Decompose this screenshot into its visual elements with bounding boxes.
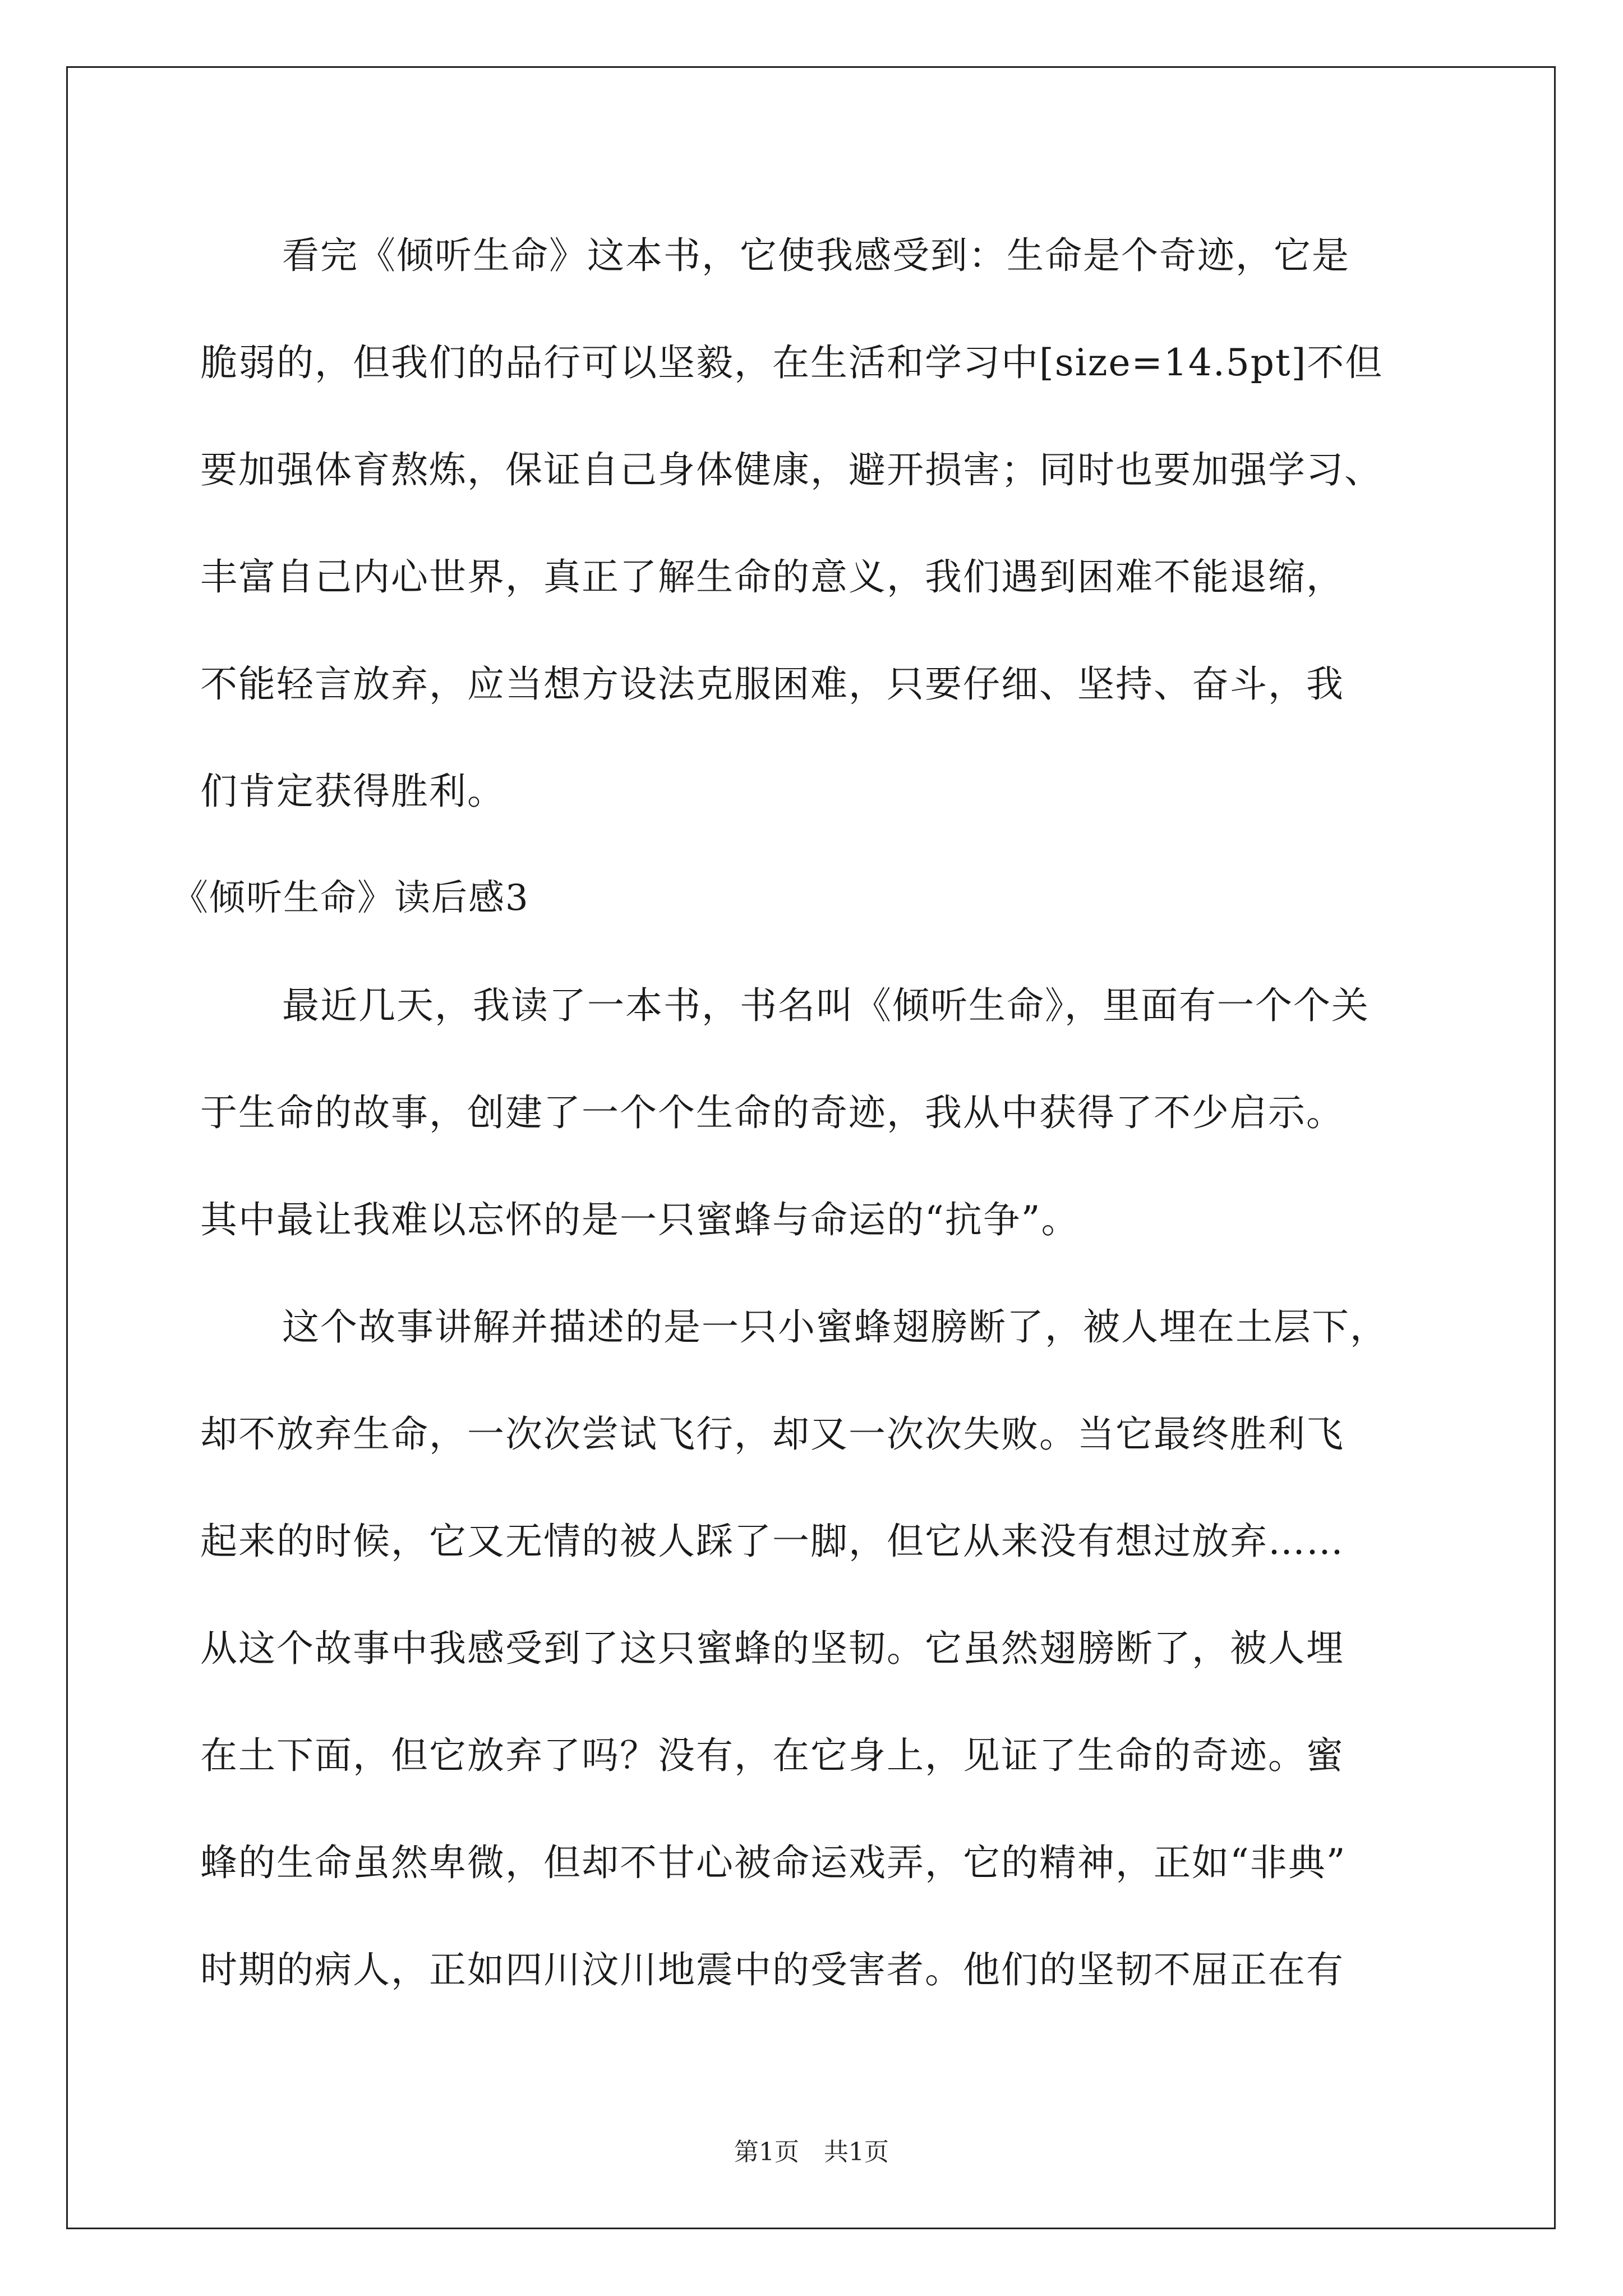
text-line: 在土下面，但它放弃了吗？没有，在它身上，见证了生命的奇迹。蜜 [200,1734,1344,1777]
text-line: 不能轻言放弃，应当想方设法克服困难，只要仔细、坚持、奋斗，我 [200,662,1344,706]
text-line: 却不放弃生命，一次次尝试飞行，却又一次次失败。当它最终胜利飞 [200,1412,1344,1456]
text-line: 时期的病人，正如四川汶川地震中的受害者。他们的坚韧不屈正在有 [200,1948,1344,1991]
text-line: 脆弱的，但我们的品行可以坚毅，在生活和学习中[size=14.5pt]不但 [200,341,1384,384]
text-line: 从这个故事中我感受到了这只蜜蜂的坚韧。它虽然翅膀断了，被人埋 [200,1627,1344,1670]
text-line: 要加强体育熬炼，保证自己身体健康，避开损害；同时也要加强学习、 [200,448,1382,491]
document-body [172,202,1428,2023]
text-line: 于生命的故事，创建了一个个生命的奇迹，我从中获得了不少启示。 [200,1091,1344,1134]
text-line: 丰富自己内心世界，真正了解生命的意义，我们遇到困难不能退缩， [200,555,1344,599]
page-footer [0,2132,1623,2168]
text-line: 蜂的生命虽然卑微，但却不甘心被命运戏弄，它的精神，正如“非典” [200,1841,1347,1884]
section-heading: 《倾听生命》读后感3 [172,877,529,919]
text-line: 们肯定获得胜利。 [200,770,505,813]
page-number: 第1页 [734,2138,799,2166]
text-line: 看完《倾听生命》这本书，它使我感受到：生命是个奇迹，它是 [282,234,1350,277]
page-total: 共1页 [824,2138,889,2166]
text-line: 起来的时候，它又无情的被人踩了一脚，但它从来没有想过放弃…… [200,1520,1344,1563]
text-line: 最近几天，我读了一本书，书名叫《倾听生命》，里面有一个个关 [282,984,1370,1027]
text-line: 其中最让我难以忘怀的是一只蜜蜂与命运的“抗争”。 [200,1198,1080,1241]
text-line: 这个故事讲解并描述的是一只小蜜蜂翅膀断了，被人埋在土层下， [282,1305,1388,1349]
